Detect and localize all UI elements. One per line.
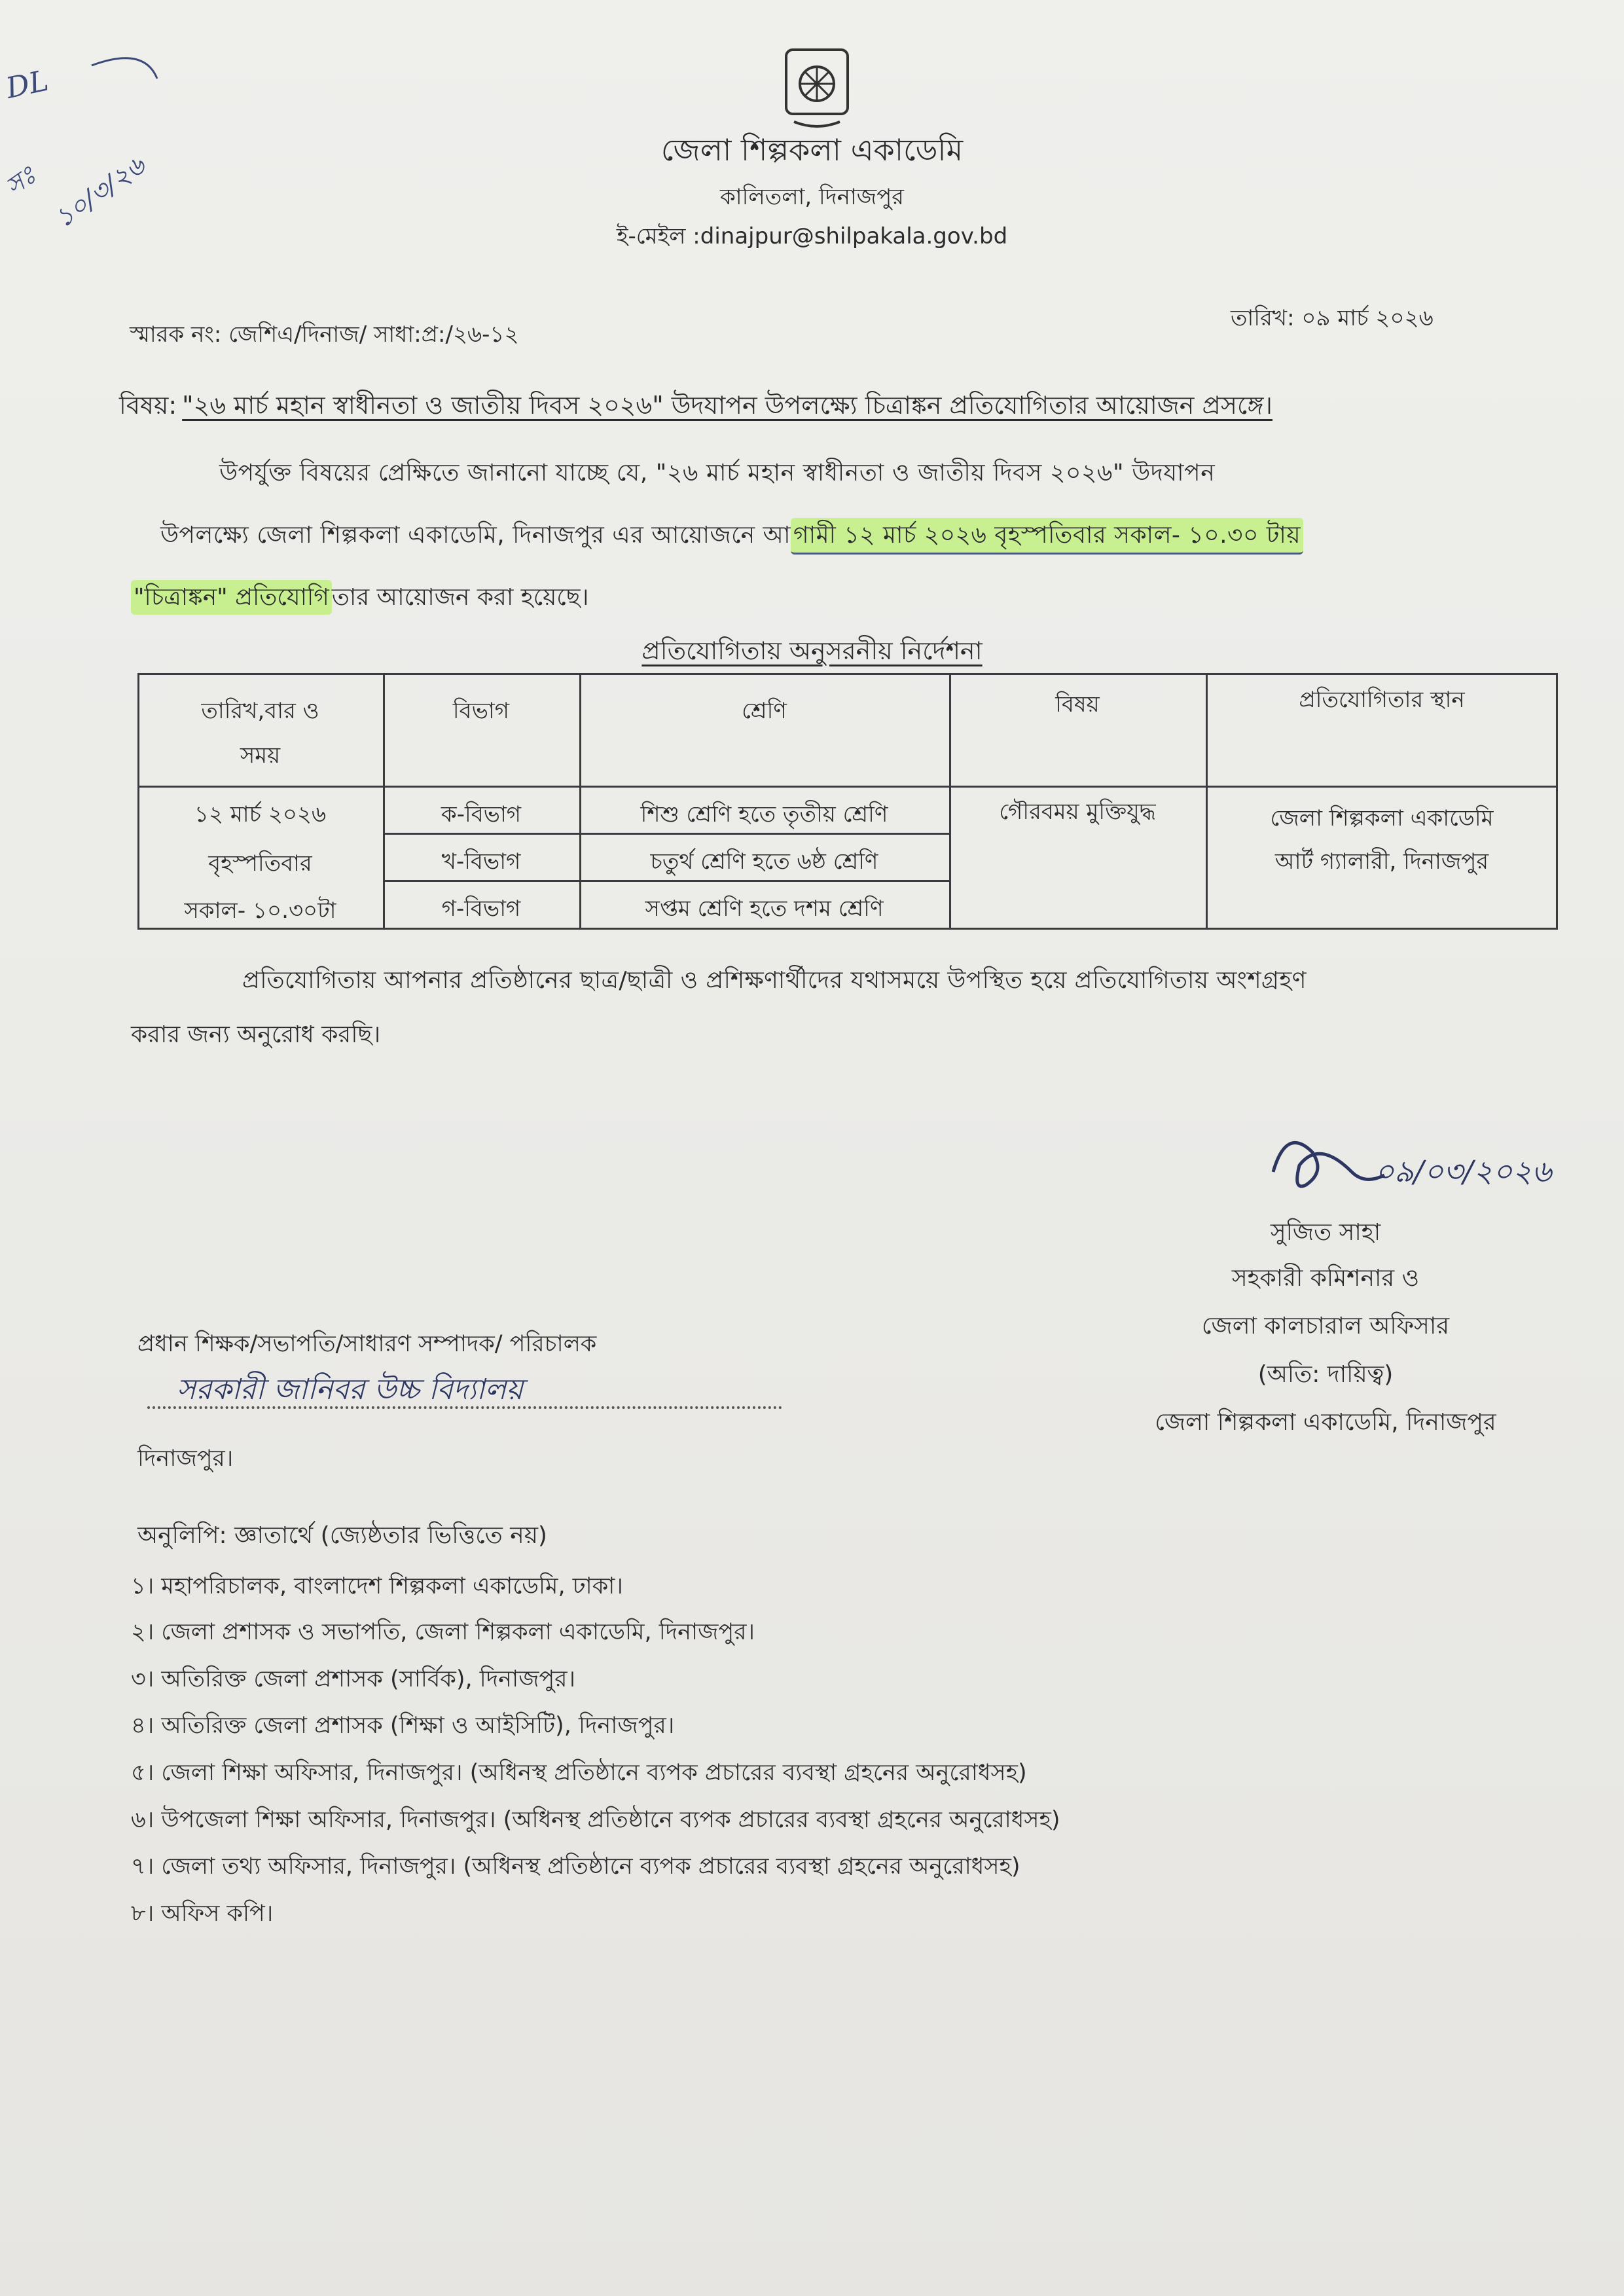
subject-line <box>119 386 1272 428</box>
svg-text:DL: DL <box>3 64 52 105</box>
copy-item: ৮। অফিস কপি। <box>131 1901 274 1927</box>
signature-date: ০৯/০৩/২০২৬ <box>1375 1154 1552 1189</box>
cell-class: চতুর্থ শ্রেণি হতে ৬ষ্ঠ শ্রেণি <box>650 848 878 875</box>
body-paragraph-1-line-2 <box>160 524 1303 547</box>
copy-item: ১। মহাপরিচালক, বাংলাদেশ শিল্পকলা একাডেমি, ঢাকা। <box>131 1573 623 1599</box>
org-address: কালিতলা, দিনাজপুর <box>720 184 904 210</box>
guidelines-heading <box>0 632 1624 674</box>
header-division: বিভাগ <box>452 698 510 724</box>
org-name: জেলা শিল্পকলা একাডেমি <box>660 132 964 168</box>
cell-division: খ-বিভাগ <box>441 848 521 875</box>
header-topic: বিষয় <box>1055 691 1100 718</box>
subject-text: "২৬ মার্চ মহান স্বাধীনতা ও জাতীয় দিবস ২০২৬" উদযাপন উপলক্ষ্যে চিত্রাঙ্কন প্রতিযোগিতার আয়োজন প্রসঙ্গে। <box>182 391 1273 420</box>
signer-org: জেলা শিল্পকলা একাডেমি, দিনাজপুর <box>1155 1409 1496 1436</box>
recipient-title: প্রধান শিক্ষক/সভাপতি/সাধারণ সম্পাদক/ পরিচালক <box>137 1331 597 1357</box>
body-paragraph-2-line-1: প্রতিযোগিতায় আপনার প্রতিষ্ঠানের ছাত্র/ছাত্রী ও প্রশিক্ষণার্থীদের যথাসময়ে উপস্থিত হয়ে প্রতিযোগিতায় অংশগ্রহণ <box>242 967 1307 994</box>
memo-reference: স্মারক নং: জেশিএ/দিনাজ/ সাধা:প্র:/২৬-১২ <box>130 321 519 348</box>
recipient-city: দিনাজপুর। <box>137 1446 234 1472</box>
cell-class: সপ্তম শ্রেণি হতে দশম শ্রেণি <box>645 896 884 922</box>
cell-class: শিশু শ্রেণি হতে তৃতীয় শ্রেণি <box>640 801 888 828</box>
svg-text:১০/৩/২৬: ১০/৩/২৬ <box>49 150 151 234</box>
body-paragraph-2-line-2: করার জন্য অনুরোধ করছি। <box>131 1021 381 1048</box>
memo-date: তারিখ: ০৯ মার্চ ২০২৬ <box>1231 305 1434 331</box>
highlighted-date-time: গামী ১২ মার্চ ২০২৬ বৃহস্পতিবার সকাল- ১০.৩০ টায় <box>791 518 1303 555</box>
cell-topic: গৌরবময় মুক্তিযুদ্ধ <box>999 799 1156 825</box>
body-paragraph-1-line-3 <box>131 586 588 610</box>
copy-item: ৩। অতিরিক্ত জেলা প্রশাসক (সার্বিক), দিনাজপুর। <box>131 1666 576 1692</box>
cell-division: গ-বিভাগ <box>441 896 521 922</box>
cell-time: সকাল- ১০.৩০টা <box>184 898 336 924</box>
guidelines-heading-text: প্রতিযোগিতায় অনুসরনীয় নির্দেশনা <box>641 636 983 665</box>
copies-heading: অনুলিপি: জ্ঞাতার্থে (জ্যেষ্ঠতার ভিত্তিতে নয়) <box>137 1522 547 1549</box>
cell-venue-line-1: জেলা শিল্পকলা একাডেমি <box>1270 805 1494 831</box>
copy-item: ৬। উপজেলা শিক্ষা অফিসার, দিনাজপুর। (অধিনস্থ প্রতিষ্ঠানে ব্যপক প্রচারের ব্যবস্থা গ্রহনের অনুরোধসহ) <box>131 1807 1060 1833</box>
highlighted-competition-name: "চিত্রাঙ্কন" প্রতিযোগি <box>131 580 332 615</box>
signer-title-2: জেলা কালচারাল অফিসার <box>1201 1313 1450 1339</box>
cell-venue-line-2: আর্ট গ্যালারী, দিনাজপুর <box>1274 848 1489 875</box>
header-datetime-line-1: তারিখ,বার ও <box>201 698 319 724</box>
cell-date: ১২ মার্চ ২০২৬ <box>194 801 327 828</box>
org-email: ই-মেইল :dinajpur@shilpakala.gov.bd <box>616 223 1008 249</box>
recipient-handwritten-name <box>151 1365 792 1411</box>
svg-text:সঃ: সঃ <box>0 160 42 202</box>
header-class: শ্রেণি <box>742 698 787 724</box>
subject-label: বিষয়: <box>119 391 177 420</box>
signer-title-1: সহকারী কমিশনার ও <box>1231 1265 1420 1292</box>
recipient-dotted-line <box>147 1406 782 1409</box>
cell-division: ক-বিভাগ <box>441 801 522 828</box>
body-paragraph-1-line-1: উপর্যুক্ত বিষয়ের প্রেক্ষিতে জানানো যাচ্ছে যে, "২৬ মার্চ মহান স্বাধীনতা ও জাতীয় দিবস ২০২৬" উদযাপন <box>219 460 1216 486</box>
body-text: উপলক্ষ্যে জেলা শিল্পকলা একাডেমি, দিনাজপুর এর আয়োজনে আ <box>160 522 791 549</box>
signer-name: সুজিত সাহা <box>1270 1219 1381 1246</box>
signature-scrawl <box>1260 1113 1574 1205</box>
copy-item: ৫। জেলা শিক্ষা অফিসার, দিনাজপুর। (অধিনস্থ প্রতিষ্ঠানে ব্যপক প্রচারের ব্যবস্থা গ্রহনের অনুরোধসহ) <box>131 1760 1027 1786</box>
guidelines-table <box>137 673 1558 930</box>
recipient-name-text: সরকারী জানিবর উচ্চ বিদ্যালয় <box>177 1373 524 1406</box>
academy-logo <box>781 45 853 133</box>
header-datetime-line-2: সময় <box>240 742 281 769</box>
copy-item: ২। জেলা প্রশাসক ও সভাপতি, জেলা শিল্পকলা একাডেমি, দিনাজপুর। <box>131 1619 755 1645</box>
cell-weekday: বৃহস্পতিবার <box>208 850 312 877</box>
signer-title-3: (অতি: দায়িত্ব) <box>1257 1361 1394 1388</box>
header-venue: প্রতিযোগিতার স্থান <box>1299 687 1465 713</box>
copy-item: ৭। জেলা তথ্য অফিসার, দিনাজপুর। (অধিনস্থ প্রতিষ্ঠানে ব্যপক প্রচারের ব্যবস্থা গ্রহনের অনুরোধসহ) <box>131 1853 1020 1880</box>
copy-item: ৪। অতিরিক্ত জেলা প্রশাসক (শিক্ষা ও আইসিটি), দিনাজপুর। <box>131 1713 675 1739</box>
body-text: তার আয়োজন করা হয়েছে। <box>331 584 589 611</box>
